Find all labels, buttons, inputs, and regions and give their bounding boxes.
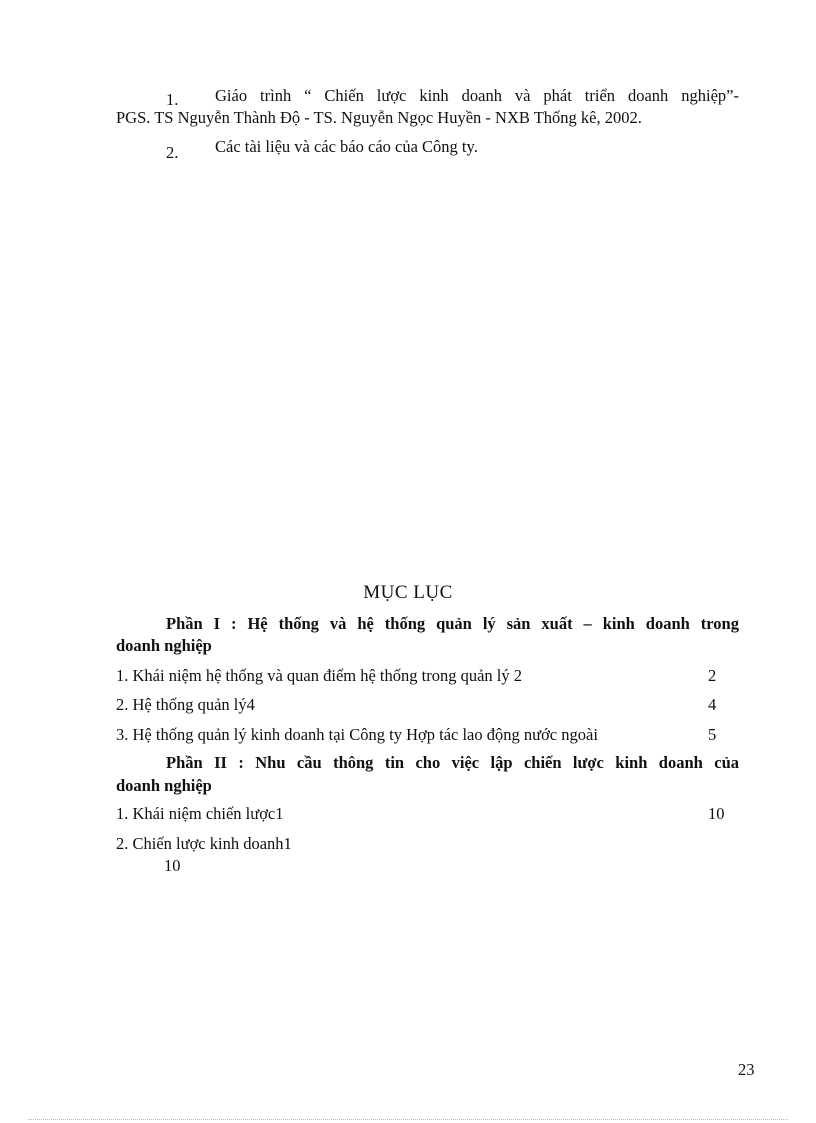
toc-entry-page: 10 [708,804,725,823]
toc-title: MỤC LỤC [363,582,453,603]
toc-part2-heading-line1: Phần II : Nhu cầu thông tin cho việc lập chiến lược kinh doanh của [166,753,739,772]
toc-part1-heading-line2: doanh nghiệp [116,636,212,655]
page-number: 23 [738,1060,755,1079]
reference-1-number: 1. [166,90,179,109]
toc-part1-heading-line1: Phần I : Hệ thống và hệ thống quản lý sản xuất – kinh doanh trong [166,614,739,633]
toc-entry-page: 2 [708,666,717,685]
toc-entry-text: 2. Hệ thống quản lý4 [116,695,255,714]
toc-entry-page: 10 [164,856,181,875]
toc-entry-text: 1. Khái niệm chiến lược1 [116,804,284,823]
toc-entry-text: 1. Khái niệm hệ thống và quan điểm hệ thống trong quản lý 2 [116,666,523,685]
page-bottom-divider [28,1119,788,1120]
reference-1-line1: Giáo trình “ Chiến lược kinh doanh và phát triển doanh nghiệp”- [215,86,739,105]
toc-entry-text: 3. Hệ thống quản lý kinh doanh tại Công ty Hợp tác lao động nước ngoài [116,725,598,744]
toc-part2-heading-line2: doanh nghiệp [116,776,212,795]
toc-entry-text: 2. Chiến lược kinh doanh1 [116,834,292,853]
reference-1-line2: PGS. TS Nguyễn Thành Độ - TS. Nguyễn Ngọc Huyền - NXB Thống kê, 2002. [116,108,642,127]
toc-entry-page: 5 [708,725,717,744]
reference-2-text: Các tài liệu và các báo cáo của Công ty. [215,137,478,156]
toc-entry-page: 4 [708,695,717,714]
reference-2-number: 2. [166,143,179,162]
